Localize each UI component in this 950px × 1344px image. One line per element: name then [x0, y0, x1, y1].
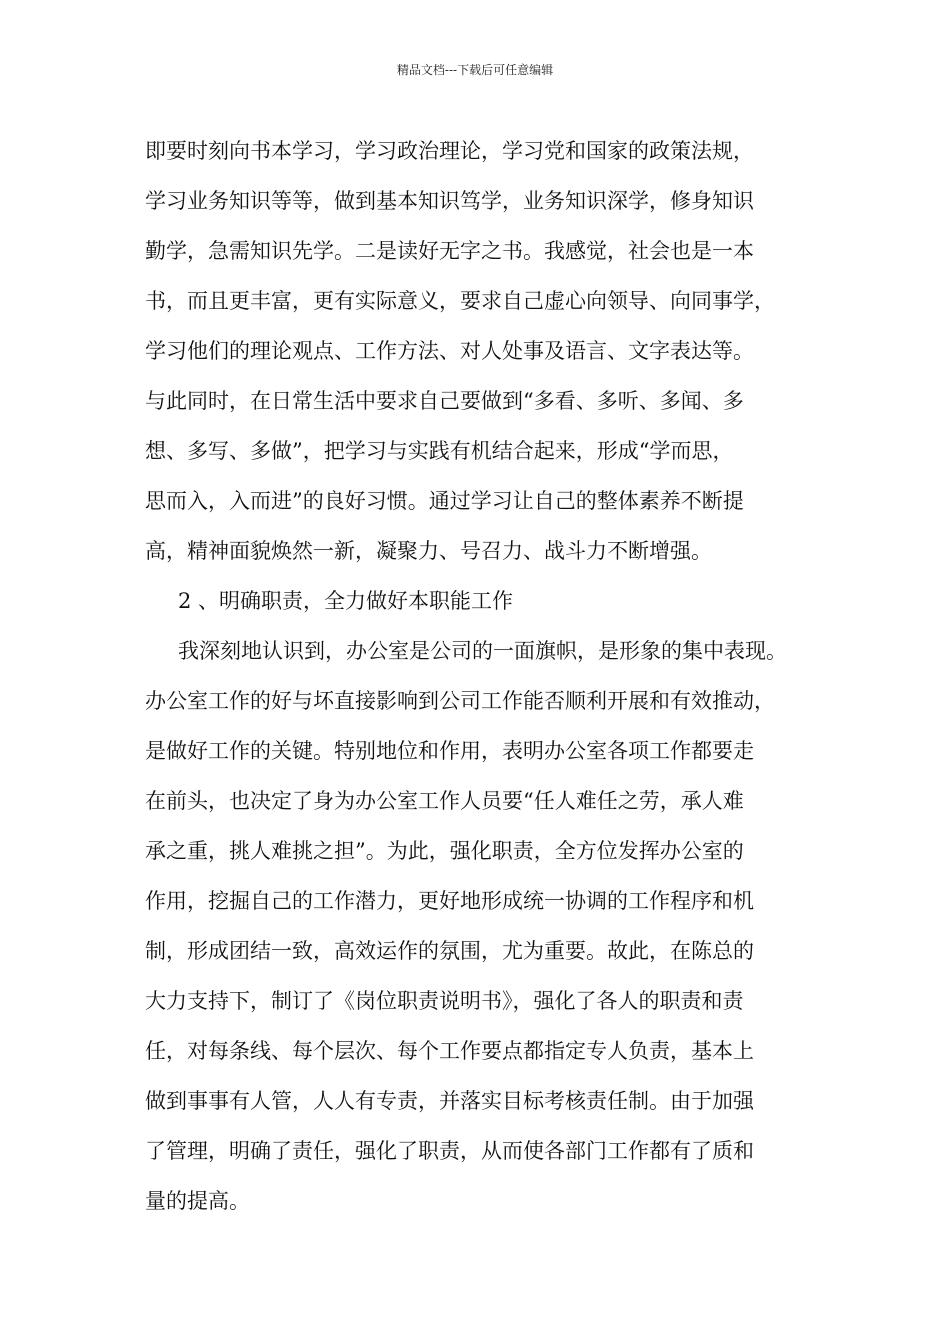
text-line: 书，而且更丰富，更有实际意义，要求自己虚心向领导、向同事学，	[145, 289, 775, 313]
body-text	[145, 126, 815, 1226]
text-line: 2 、明确职责，全力做好本职能工作	[178, 589, 514, 613]
text-line: 做到事事有人管，人人有专责，并落实目标考核责任制。由于加强	[145, 1089, 754, 1113]
text-line: 学习业务知识等等，做到基本知识笃学，业务知识深学，修身知识	[145, 189, 754, 213]
text-line: 高，精神面貌焕然一新，凝聚力、号召力、战斗力不断增强。	[145, 539, 712, 563]
text-line: 勤学，急需知识先学。二是读好无字之书。我感觉，社会也是一本	[145, 239, 754, 263]
text-line: 任，对每条线、每个层次、每个工作要点都指定专人负责，基本上	[145, 1039, 754, 1063]
text-line: 是做好工作的关键。特别地位和作用，表明办公室各项工作都要走	[145, 739, 754, 763]
text-line: 量的提高。	[145, 1189, 250, 1213]
page-header: 精品文档---下载后可任意编辑	[396, 63, 554, 77]
text-line: 大力支持下，制订了《岗位职责说明书》，强化了各人的职责和责	[145, 989, 744, 1013]
text-line: 与此同时，在日常生活中要求自己要做到“多看、多听、多闻、多	[145, 389, 744, 413]
text-line: 制，形成团结一致，高效运作的氛围，尤为重要。故此，在陈总的	[145, 939, 754, 963]
text-line: 思而入，入而进”的良好习惯。通过学习让自己的整体素养不断提	[145, 489, 744, 513]
text-line: 承之重，挑人难挑之担”。为此，强化职责，全方位发挥办公室的	[145, 839, 744, 863]
text-line: 想、多写、多做”，把学习与实践有机结合起来，形成“学而思，	[145, 439, 734, 463]
text-line: 我深刻地认识到，办公室是公司的一面旗帜，是形象的集中表现。	[178, 639, 787, 663]
text-line: 学习他们的理论观点、工作方法、对人处事及语言、文字表达等。	[145, 339, 754, 363]
text-line: 办公室工作的好与坏直接影响到公司工作能否顺利开展和有效推动，	[145, 689, 775, 713]
text-line: 了管理，明确了责任，强化了职责，从而使各部门工作都有了质和	[145, 1139, 754, 1163]
text-line: 在前头，也决定了身为办公室工作人员要“任人难任之劳，承人难	[145, 789, 744, 813]
text-line: 即要时刻向书本学习，学习政治理论，学习党和国家的政策法规，	[145, 139, 754, 163]
text-line: 作用，挖掘自己的工作潜力，更好地形成统一协调的工作程序和机	[145, 889, 754, 913]
